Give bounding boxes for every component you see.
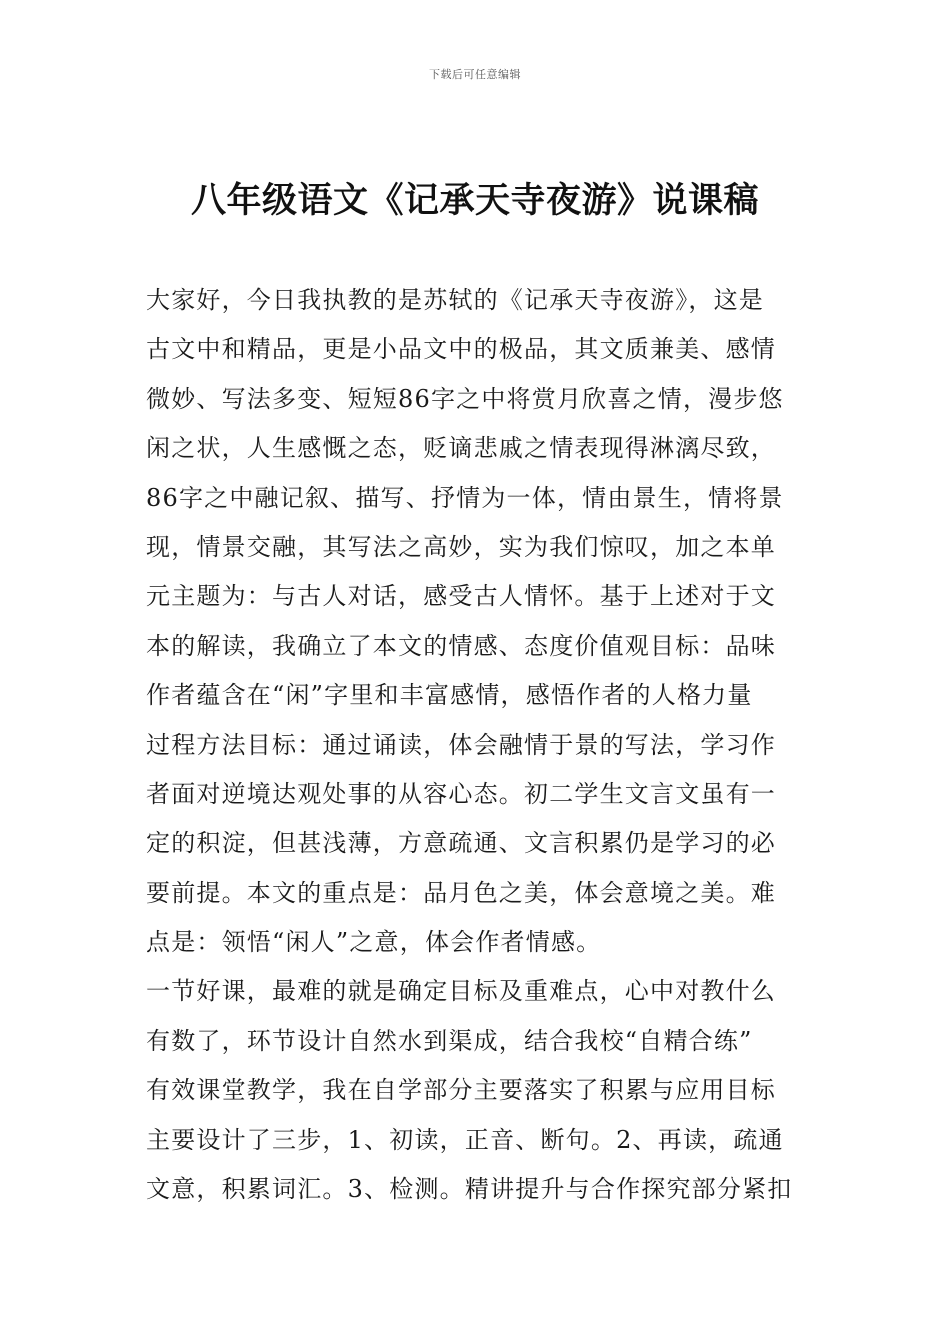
text-line: 闲之状，人生感慨之态，贬谪悲戚之情表现得淋漓尽致， [146, 434, 776, 463]
text-line: 有效课堂教学，我在自学部分主要落实了积累与应用目标 [146, 1076, 776, 1105]
text-line: 定的积淀，但甚浅薄，方意疏通、文言积累仍是学习的必 [146, 829, 776, 858]
text-line: 主要设计了三步，1、初读，正音、断句。2、再读，疏通 [146, 1125, 784, 1154]
text-line: 文意，积累词汇。3、检测。精讲提升与合作探究部分紧扣 [146, 1175, 793, 1204]
text-line: 者面对逆境达观处事的从容心态。初二学生文言文虽有一 [146, 779, 776, 808]
document-title: 八年级语文《记承天寺夜游》说课稿 [190, 180, 759, 221]
text-line: 点是：领悟“闲人”之意，体会作者情感。 [146, 928, 602, 957]
text-line: 作者蕴含在“闲”字里和丰富感情，感悟作者的人格力量 [146, 681, 753, 710]
text-line: 现，情景交融，其写法之高妙，实为我们惊叹，加之本单 [146, 532, 776, 561]
text-line: 古文中和精品，更是小品文中的极品，其文质兼美、感情 [146, 335, 776, 364]
body-text [146, 276, 836, 1214]
text-line: 有数了，环节设计自然水到渠成，结合我校“自精合练” [146, 1026, 753, 1055]
text-line: 大家好，今日我执教的是苏轼的《记承天寺夜游》，这是 [146, 286, 764, 314]
text-line: 要前提。本文的重点是：品月色之美，体会意境之美。难 [146, 878, 776, 907]
text-line: 元主题为：与古人对话，感受古人情怀。基于上述对于文 [146, 582, 776, 611]
text-line: 一节好课，最难的就是确定目标及重难点，心中对教什么 [146, 977, 776, 1006]
text-line: 过程方法目标：通过诵读，体会融情于景的写法，学习作 [146, 730, 776, 759]
header-note: 下载后可任意编辑 [429, 68, 521, 81]
text-line: 微妙、写法多变、短短86字之中将赏月欣喜之情，漫步悠 [146, 384, 784, 413]
text-line: 本的解读，我确立了本文的情感、态度价值观目标：品味 [146, 631, 776, 660]
text-line: 86字之中融记叙、描写、抒情为一体，情由景生，情将景 [146, 483, 784, 512]
